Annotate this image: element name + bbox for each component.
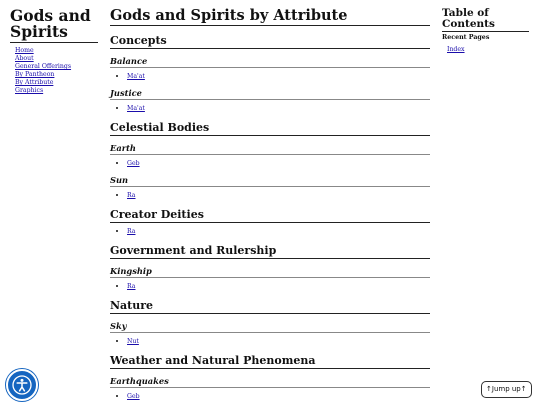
god-link[interactable]: Ra: [127, 283, 136, 290]
nav-link-by-attribute[interactable]: By Attribute: [15, 79, 54, 86]
arrow-up-icon: ↑: [520, 385, 527, 393]
attribute-heading: Earthquakes: [110, 376, 430, 388]
god-list: [110, 191, 430, 200]
nav-item-home[interactable]: [15, 47, 98, 55]
god-item: [127, 282, 430, 291]
nav-link-by-pantheon[interactable]: By Pantheon: [15, 71, 55, 78]
category-heading: Creator Deities: [110, 208, 430, 223]
god-list: [110, 104, 430, 113]
site-nav: [15, 47, 98, 95]
left-sidebar: [10, 8, 98, 95]
attribute-heading: Justice: [110, 88, 430, 100]
site-title: Gods and Spirits: [10, 8, 98, 43]
category-heading: Celestial Bodies: [110, 121, 430, 136]
god-list: [110, 392, 430, 401]
category-heading: Weather and Natural Phenomena: [110, 354, 430, 369]
nav-item-by-pantheon[interactable]: [15, 71, 98, 79]
recent-pages-list: [447, 46, 529, 54]
recent-page-item[interactable]: [447, 46, 529, 54]
category-heading: Nature: [110, 299, 430, 314]
category-heading: Concepts: [110, 34, 430, 49]
attribute-heading: Kingship: [110, 266, 430, 278]
nav-link-graphics[interactable]: Graphics: [15, 87, 44, 94]
god-list: [110, 159, 430, 168]
jump-up-label: Jump up: [491, 385, 521, 393]
god-list: [110, 227, 430, 236]
god-item: [127, 392, 430, 401]
god-list: [110, 72, 430, 81]
nav-link-home[interactable]: Home: [15, 47, 34, 54]
nav-item-about[interactable]: [15, 55, 98, 63]
god-link[interactable]: Geb: [127, 160, 140, 167]
god-item: [127, 337, 430, 346]
category-heading: Government and Rulership: [110, 244, 430, 259]
god-item: [127, 159, 430, 168]
arrow-up-icon: ↑: [486, 385, 492, 393]
recent-pages-label: Recent Pages: [442, 34, 490, 41]
toc-sidebar: [442, 8, 529, 54]
nav-item-graphics[interactable]: [15, 87, 98, 95]
god-link[interactable]: Ma'at: [127, 105, 145, 112]
attribute-heading: Sky: [110, 321, 430, 333]
toc-title: Table of Contents: [442, 8, 529, 32]
god-item: [127, 104, 430, 113]
god-list: [110, 337, 430, 346]
god-link[interactable]: Ra: [127, 192, 136, 199]
god-link[interactable]: Nut: [127, 338, 139, 345]
attribute-heading: Earth: [110, 143, 430, 155]
nav-item-by-attribute[interactable]: [15, 79, 98, 87]
god-list: [110, 282, 430, 291]
nav-link-about[interactable]: About: [15, 55, 34, 62]
main-content: [110, 8, 430, 401]
god-item: [127, 227, 430, 236]
god-link[interactable]: Ra: [127, 228, 136, 235]
god-item: [127, 191, 430, 200]
nav-link-general-offerings[interactable]: General Offerings: [15, 63, 72, 70]
god-link[interactable]: Ma'at: [127, 73, 145, 80]
jump-up-button[interactable]: [481, 381, 532, 398]
nav-item-general-offerings[interactable]: [15, 63, 98, 71]
recent-page-link[interactable]: Index: [447, 46, 465, 53]
attribute-heading: Balance: [110, 56, 430, 68]
attribute-heading: Sun: [110, 175, 430, 187]
accessibility-icon: [12, 375, 32, 395]
god-link[interactable]: Geb: [127, 393, 140, 400]
page-title: Gods and Spirits by Attribute: [110, 8, 430, 26]
accessibility-button[interactable]: [6, 369, 38, 401]
god-item: [127, 72, 430, 81]
